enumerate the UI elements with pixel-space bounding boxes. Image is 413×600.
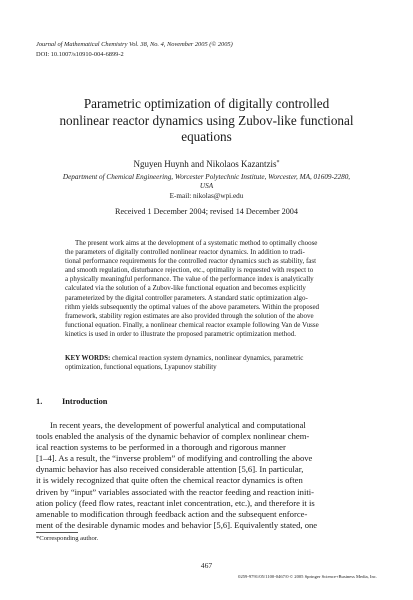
- body-line: [1–4]. As a result, the “inverse problem” of modifying and controlling the above: [36, 453, 313, 464]
- abstract-line: parameterized by the digital controller parameters. A standard static optimization algo-: [65, 293, 308, 302]
- abstract-line: functional equation. Finally, a nonlinear chemical reactor example following Van de Vusse: [65, 320, 319, 329]
- section-number: 1.: [36, 397, 43, 406]
- body-line: amenable to modification through feedback action and the subsequent enforce-: [36, 508, 308, 519]
- abstract-line: rithm yields subsequently the optimal values of the above parameters. Within the proposed: [65, 302, 320, 311]
- abstract-line: and smooth regulation, disturbance rejection, etc., optimality is requested with respect to: [65, 266, 314, 275]
- abstract-line: kinetics is used in order to illustrate the proposed parametric optimization method.: [65, 329, 296, 338]
- body-line: In recent years, the development of powerful analytical and computational: [50, 420, 306, 430]
- keywords-line: optimization, functional equations, Lyapunov stability: [65, 363, 217, 372]
- paper-title: [40, 96, 373, 146]
- journal-citation: Journal of Mathematical Chemistry Vol. 38, No. 4, November 2005 (© 2005): [36, 41, 233, 48]
- abstract-line: framework, stability region estimates are also provided through the solution of the above: [65, 311, 314, 320]
- copyright-line: 0259-9791/05/1100-0467/0 © 2005 Springer Science+Business Media, Inc.: [238, 574, 377, 579]
- body-line: ical reaction systems to be performed in a thorough and rigorous manner: [36, 442, 286, 453]
- footnote-divider: [36, 532, 78, 533]
- affiliation-line: Department of Chemical Engineering, Worcester Polytechnic Institute, Worcester, MA, 01609-2280,: [62, 173, 351, 181]
- author-names: Nguyen Huynh and Nikolaos Kazantzis: [133, 159, 277, 169]
- author-affiliation: [36, 173, 377, 191]
- keywords: [65, 354, 349, 372]
- body-line: tools enabled the analysis of the dynamic behavior of complex nonlinear chem-: [36, 431, 310, 442]
- body-line: driven by “input” variables associated with the reactor feeding and reaction initi-: [36, 486, 314, 497]
- keywords-label: KEY WORDS:: [65, 354, 111, 362]
- affiliation-line: USA: [199, 182, 214, 191]
- abstract: [65, 239, 349, 339]
- abstract-line: tional performance requirements for the controlled reactor dynamics such as stability, fast: [65, 257, 317, 266]
- corresponding-author-mark: *: [276, 160, 280, 166]
- body-line: it is widely recognized that quite often the chemical reactor dynamics is often: [36, 475, 303, 486]
- introduction-text: [36, 420, 377, 531]
- keywords-line: [65, 354, 349, 363]
- title-line: nonlinear reactor dynamics using Zubov-like functional: [59, 112, 354, 128]
- abstract-line: a physically meaningful performance. The value of the performance index is analytically: [65, 275, 314, 284]
- abstract-line: the parameters of digitally controlled nonlinear reactor dynamics. In addition to tradi-: [65, 248, 305, 257]
- keywords-text: chemical reaction system dynamics, nonlinear dynamics, parametric: [110, 354, 304, 362]
- body-line: ment of the desirable dynamic modes and behavior [5,6]. Equivalently stated, one: [36, 519, 318, 530]
- page-number: 467: [200, 561, 213, 570]
- abstract-line: The present work aims at the development of a systematic method to optimally choose: [75, 239, 318, 247]
- doi-line: DOI: 10.1007/s10910-004-6899-2: [36, 51, 124, 58]
- body-line: dynamic behavior has also received considerable attention [5,6]. In particular,: [36, 464, 304, 475]
- author-email: E-mail: nikolas@wpi.edu: [169, 192, 244, 200]
- abstract-line: calculated via the solution of a Zubov-like functional equation and becomes explicitly: [65, 284, 306, 293]
- section-title: Introduction: [62, 397, 108, 406]
- title-line: equations: [181, 129, 232, 144]
- section-heading: [36, 397, 107, 407]
- body-line: ation policy (feed flow rates, reactant inlet concentration, etc.), and therefore it is: [36, 497, 315, 508]
- author-list: [40, 159, 373, 170]
- footnote: *Corresponding author.: [36, 535, 99, 542]
- title-line: Parametric optimization of digitally controlled: [83, 96, 330, 111]
- received-dates: Received 1 December 2004; revised 14 December 2004: [114, 207, 298, 216]
